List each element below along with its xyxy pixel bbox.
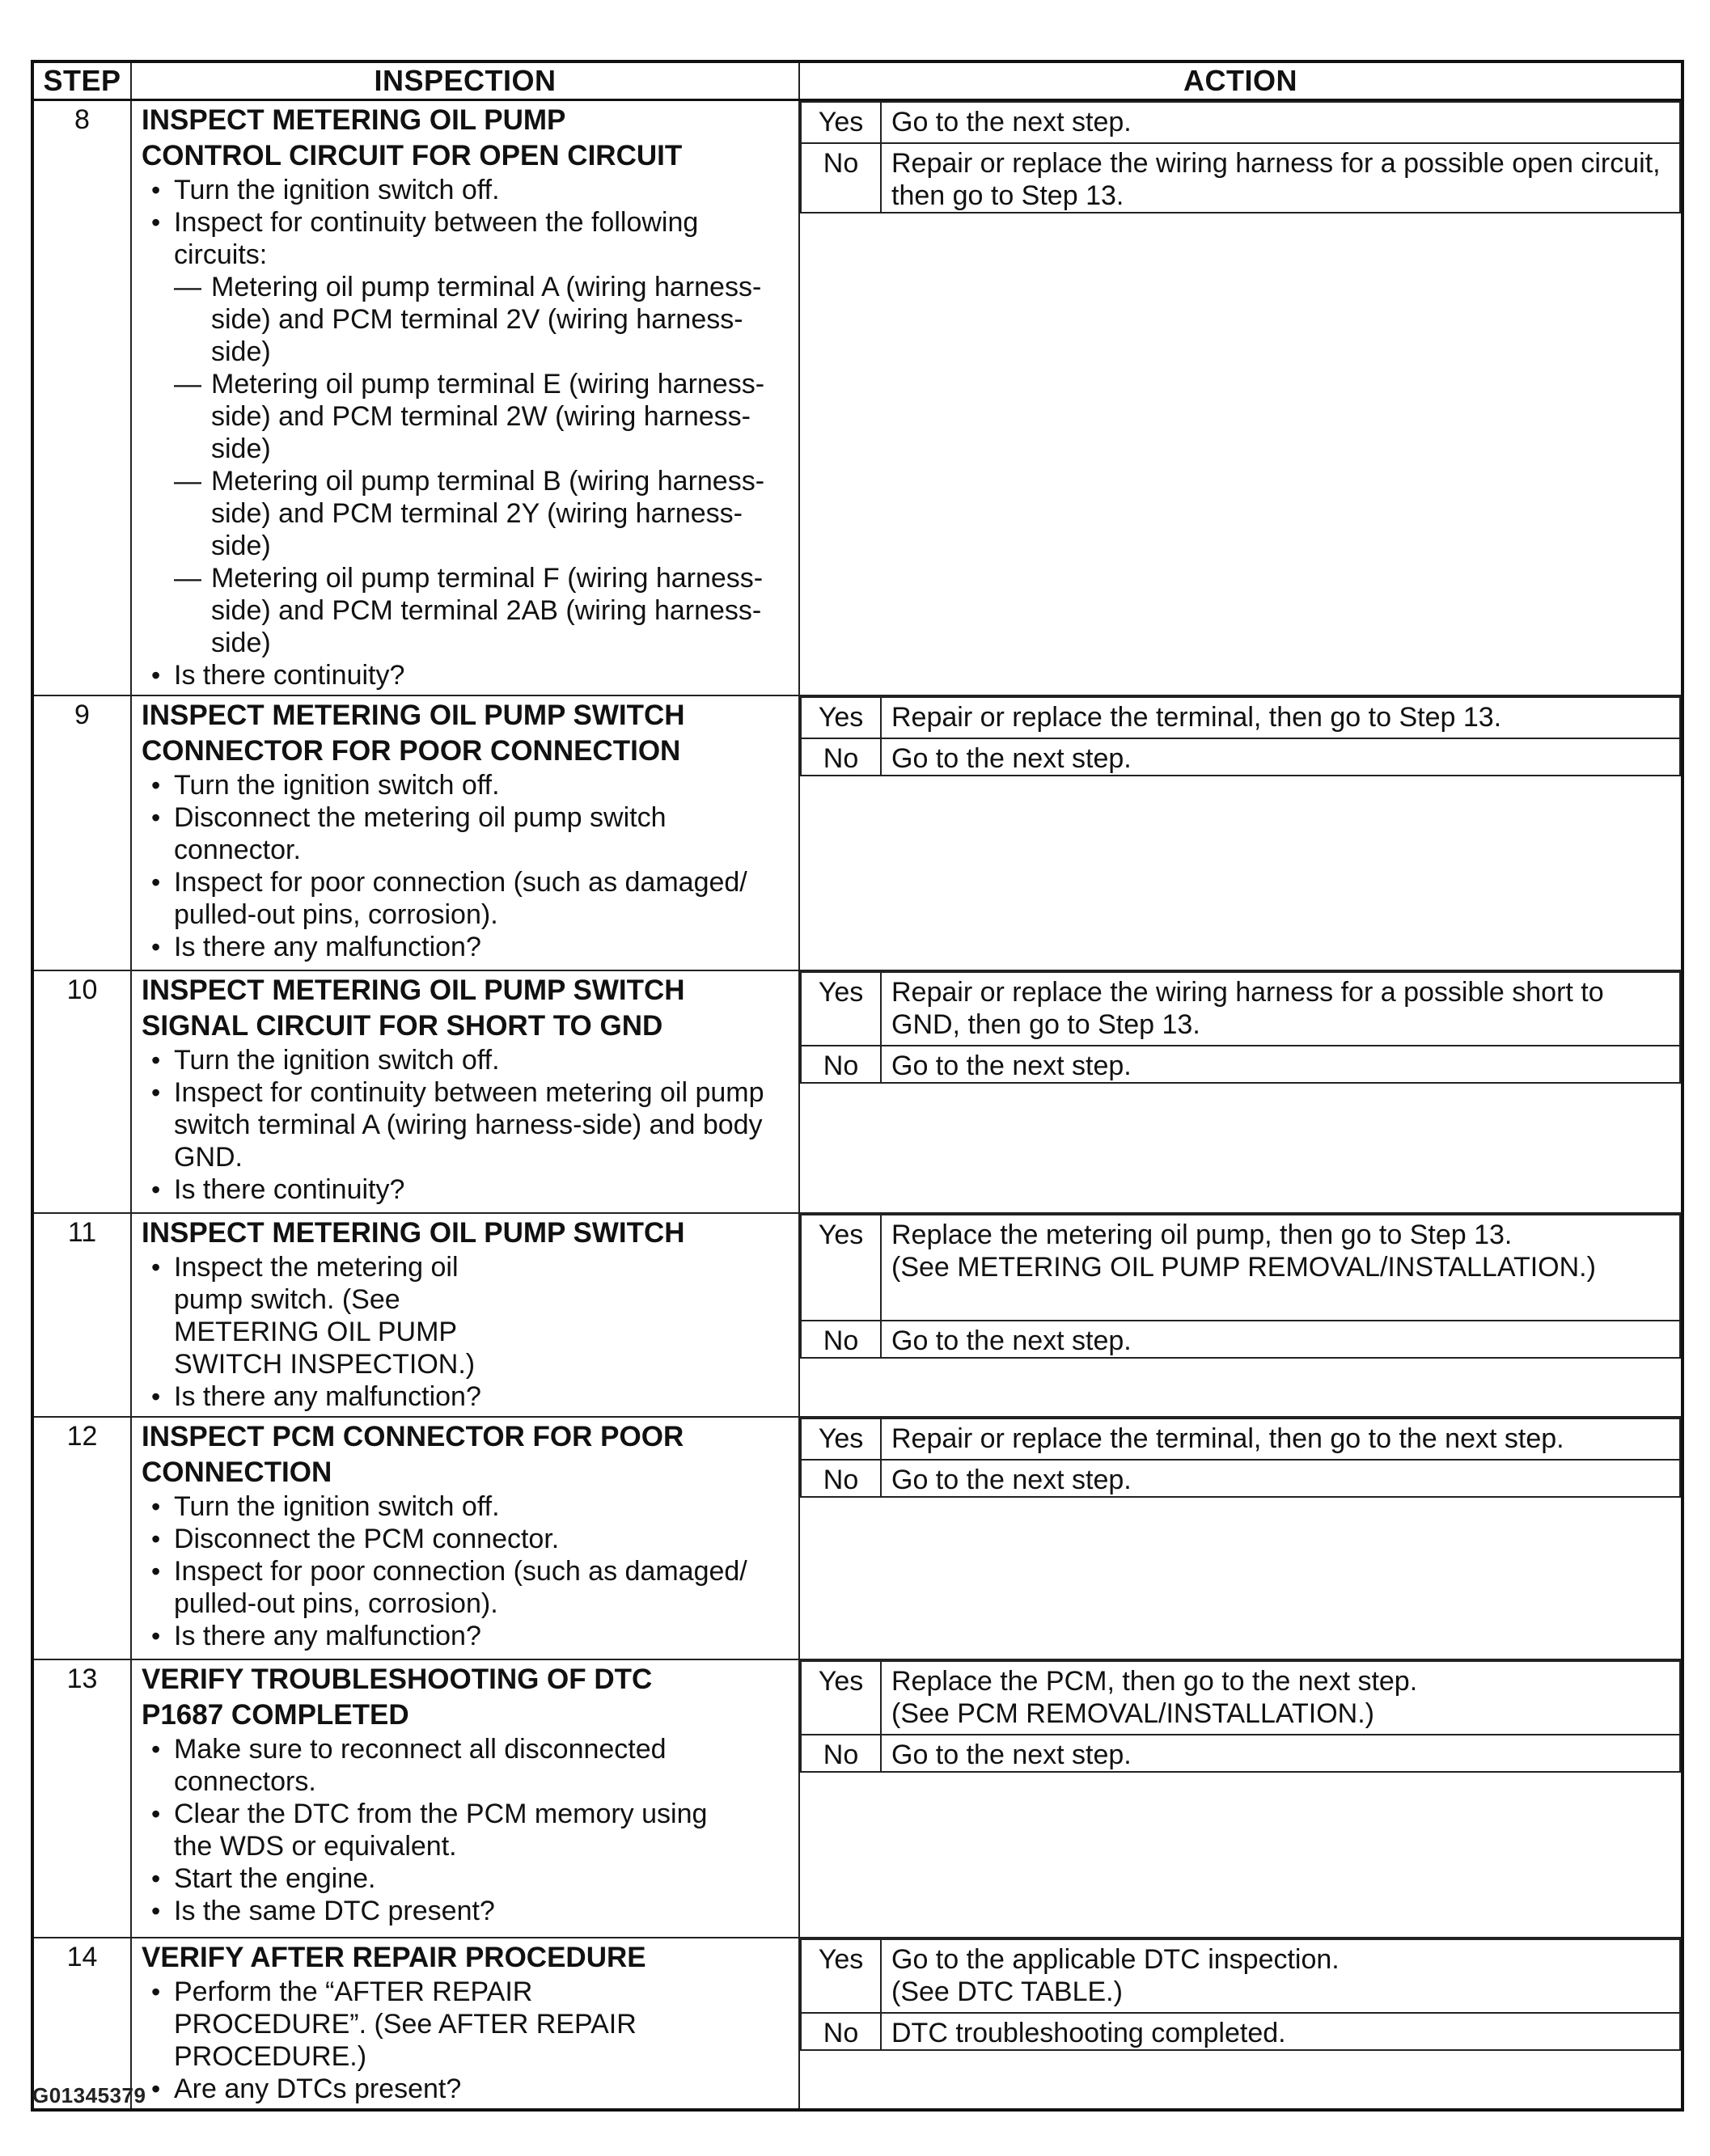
header-row [32, 61, 1682, 100]
sub-item: — Metering oil pump terminal F (wiring harness-side) and PCM terminal 2AB (wiring harness-side) [174, 562, 774, 659]
inspection-cell [131, 100, 799, 696]
bullet-item: • Turn the ignition switch off. [142, 769, 790, 801]
bullet-item: • Turn the ignition switch off. [142, 1490, 790, 1523]
no-label: No [801, 1046, 881, 1083]
yes-action: Go to the applicable DTC inspection. [891, 1944, 1340, 1975]
no-action: Go to the next step. [881, 1321, 1680, 1358]
yes-action: Replace the PCM, then go to the next step. [891, 1666, 1418, 1697]
yes-reference: (See PCM REMOVAL/INSTALLATION.) [891, 1698, 1375, 1729]
yes-label: Yes [801, 972, 881, 1046]
figure-id-label: G01345379 [32, 2083, 146, 2107]
answer-table [800, 696, 1681, 776]
bullet-item: • Turn the ignition switch off. [142, 1044, 790, 1076]
no-action: Go to the next step. [881, 1460, 1680, 1497]
inspection-cell [131, 1659, 799, 1938]
bullet-item: • Turn the ignition switch off. [142, 174, 790, 206]
no-action: Go to the next step. [881, 1046, 1680, 1083]
no-label: No [801, 1321, 881, 1358]
bullet-item: • Start the engine. [142, 1862, 790, 1895]
inspection-title: INSPECT METERING OIL PUMP SWITCH [142, 1217, 685, 1249]
inspection-cell [131, 695, 799, 970]
step-number: 10 [32, 970, 131, 1213]
bullet-item: • Inspect for poor connection (such as damaged/ pulled-out pins, corrosion). [142, 866, 790, 931]
sub-item: — Metering oil pump terminal B (wiring harness-side) and PCM terminal 2Y (wiring harness-side) [174, 465, 774, 562]
answer-table [800, 1214, 1681, 1359]
no-label: No [801, 143, 881, 213]
step-row-10 [32, 970, 1682, 1213]
inspection-title: VERIFY AFTER REPAIR PROCEDURE [142, 1942, 646, 1973]
yes-action: Repair or replace the terminal, then go to the next step. [881, 1418, 1680, 1460]
sub-item: — Metering oil pump terminal E (wiring harness-side) and PCM terminal 2W (wiring harness-side) [174, 368, 774, 465]
action-column-header: ACTION [799, 61, 1682, 100]
answer-table [800, 101, 1681, 213]
step-row-12 [32, 1417, 1682, 1659]
yes-action: Repair or replace the wiring harness for a possible short to GND, then go to Step 13. [881, 972, 1680, 1046]
bullet-text: • Inspect for continuity between the following circuits: [174, 207, 699, 270]
inspection-title: INSPECT METERING OIL PUMP SWITCH SIGNAL CIRCUIT FOR SHORT TO GND [142, 974, 685, 1042]
yes-action: Replace the metering oil pump, then go to Step 13. [891, 1220, 1513, 1250]
bullet-item: • Inspect the metering oil pump switch. (See METERING OIL PUMP SWITCH INSPECTION.) [142, 1251, 499, 1380]
no-row [801, 1735, 1680, 1772]
inspection-title: VERIFY TROUBLESHOOTING OF DTC P1687 COMPLETED [142, 1664, 653, 1731]
bullet-item: • Disconnect the PCM connector. [142, 1523, 790, 1555]
action-cell [799, 1417, 1682, 1659]
action-cell [799, 100, 1682, 696]
no-action: Repair or replace the wiring harness for a possible open circuit, then go to Step 13. [881, 143, 1680, 213]
yes-label: Yes [801, 697, 881, 738]
step-row-13 [32, 1659, 1682, 1938]
no-action: Go to the next step. [881, 1735, 1680, 1772]
step-row-14 [32, 1938, 1682, 2110]
bullet-item: • Is there continuity? [142, 1173, 790, 1206]
sub-list [174, 271, 790, 659]
step-number: 11 [32, 1213, 131, 1417]
yes-label: Yes [801, 1215, 881, 1321]
bullet-item: • Is there any malfunction? [142, 931, 790, 963]
no-row [801, 1046, 1680, 1083]
inspection-cell [131, 1938, 799, 2110]
yes-label: Yes [801, 1418, 881, 1460]
inspection-bullets [142, 1733, 790, 1927]
inspection-cell [131, 1417, 799, 1659]
no-row [801, 143, 1680, 213]
inspection-bullets [142, 1044, 790, 1206]
step-number: 14 [32, 1938, 131, 2110]
sub-item: — Metering oil pump terminal A (wiring harness-side) and PCM terminal 2V (wiring harness-side) [174, 271, 774, 368]
yes-row [801, 1661, 1680, 1735]
yes-action: Repair or replace the terminal, then go to Step 13. [881, 697, 1680, 738]
no-row [801, 1460, 1680, 1497]
step-row-11 [32, 1213, 1682, 1417]
yes-action: Go to the next step. [881, 102, 1680, 143]
step-number: 12 [32, 1417, 131, 1659]
yes-row [801, 102, 1680, 143]
yes-label: Yes [801, 1661, 881, 1735]
step-row-9 [32, 695, 1682, 970]
no-label: No [801, 1735, 881, 1772]
yes-action-cell [881, 1661, 1680, 1735]
action-cell [799, 970, 1682, 1213]
bullet-item: • Disconnect the metering oil pump switch connector. [142, 801, 709, 866]
answer-table [800, 1938, 1681, 2051]
yes-reference: (See METERING OIL PUMP REMOVAL/INSTALLATION.) [891, 1252, 1596, 1283]
answer-table [800, 971, 1681, 1084]
bullet-item: • Perform the “AFTER REPAIR PROCEDURE”. (See AFTER REPAIR PROCEDURE.) [142, 1976, 709, 2073]
bullet-item: • Clear the DTC from the PCM memory using the WDS or equivalent. [142, 1798, 709, 1862]
step-number: 9 [32, 695, 131, 970]
step-number: 8 [32, 100, 131, 696]
bullet-item: • Is there any malfunction? [142, 1380, 790, 1413]
answer-table [800, 1660, 1681, 1773]
step-number: 13 [32, 1659, 131, 1938]
action-cell [799, 1659, 1682, 1938]
troubleshooting-table [31, 60, 1684, 2112]
yes-label: Yes [801, 102, 881, 143]
bullet-item: • Is the same DTC present? [142, 1895, 790, 1927]
yes-row [801, 1418, 1680, 1460]
inspection-bullets [142, 174, 790, 691]
bullet-item: • Inspect for continuity between metering oil pump switch terminal A (wiring harness-side) and body GND. [142, 1076, 790, 1173]
action-cell [799, 695, 1682, 970]
no-row [801, 2013, 1680, 2050]
inspection-title: INSPECT PCM CONNECTOR FOR POOR CONNECTION [142, 1421, 684, 1488]
no-label: No [801, 1460, 881, 1497]
action-cell [799, 1938, 1682, 2110]
inspection-column-header: INSPECTION [131, 61, 799, 100]
no-action: DTC troubleshooting completed. [881, 2013, 1680, 2050]
inspection-bullets [142, 1251, 790, 1413]
inspection-bullets [142, 1490, 790, 1652]
yes-reference: (See DTC TABLE.) [891, 1976, 1123, 2007]
answer-table [800, 1418, 1681, 1498]
no-row [801, 738, 1680, 776]
inspection-bullets [142, 1976, 790, 2105]
bullet-item [142, 206, 790, 659]
yes-row [801, 1939, 1680, 2013]
no-label: No [801, 2013, 881, 2050]
yes-action-cell [881, 1215, 1680, 1321]
inspection-title: INSPECT METERING OIL PUMP CONTROL CIRCUIT FOR OPEN CIRCUIT [142, 104, 683, 171]
no-label: No [801, 738, 881, 776]
yes-row [801, 972, 1680, 1046]
inspection-cell [131, 1213, 799, 1417]
bullet-item: • Is there any malfunction? [142, 1620, 790, 1652]
step-column-header: STEP [32, 61, 131, 100]
inspection-title: INSPECT METERING OIL PUMP SWITCH CONNECTOR FOR POOR CONNECTION [142, 700, 685, 767]
yes-row [801, 697, 1680, 738]
no-action: Go to the next step. [881, 738, 1680, 776]
yes-label: Yes [801, 1939, 881, 2013]
no-row [801, 1321, 1680, 1358]
yes-row [801, 1215, 1680, 1321]
inspection-cell [131, 970, 799, 1213]
yes-action-cell [881, 1939, 1680, 2013]
bullet-item: • Make sure to reconnect all disconnected connectors. [142, 1733, 709, 1798]
bullet-item: • Inspect for poor connection (such as damaged/ pulled-out pins, corrosion). [142, 1555, 790, 1620]
bullet-item: • Are any DTCs present? [142, 2073, 790, 2105]
inspection-bullets [142, 769, 790, 963]
step-row-8 [32, 100, 1682, 696]
action-cell [799, 1213, 1682, 1417]
bullet-item: • Is there continuity? [142, 659, 790, 691]
